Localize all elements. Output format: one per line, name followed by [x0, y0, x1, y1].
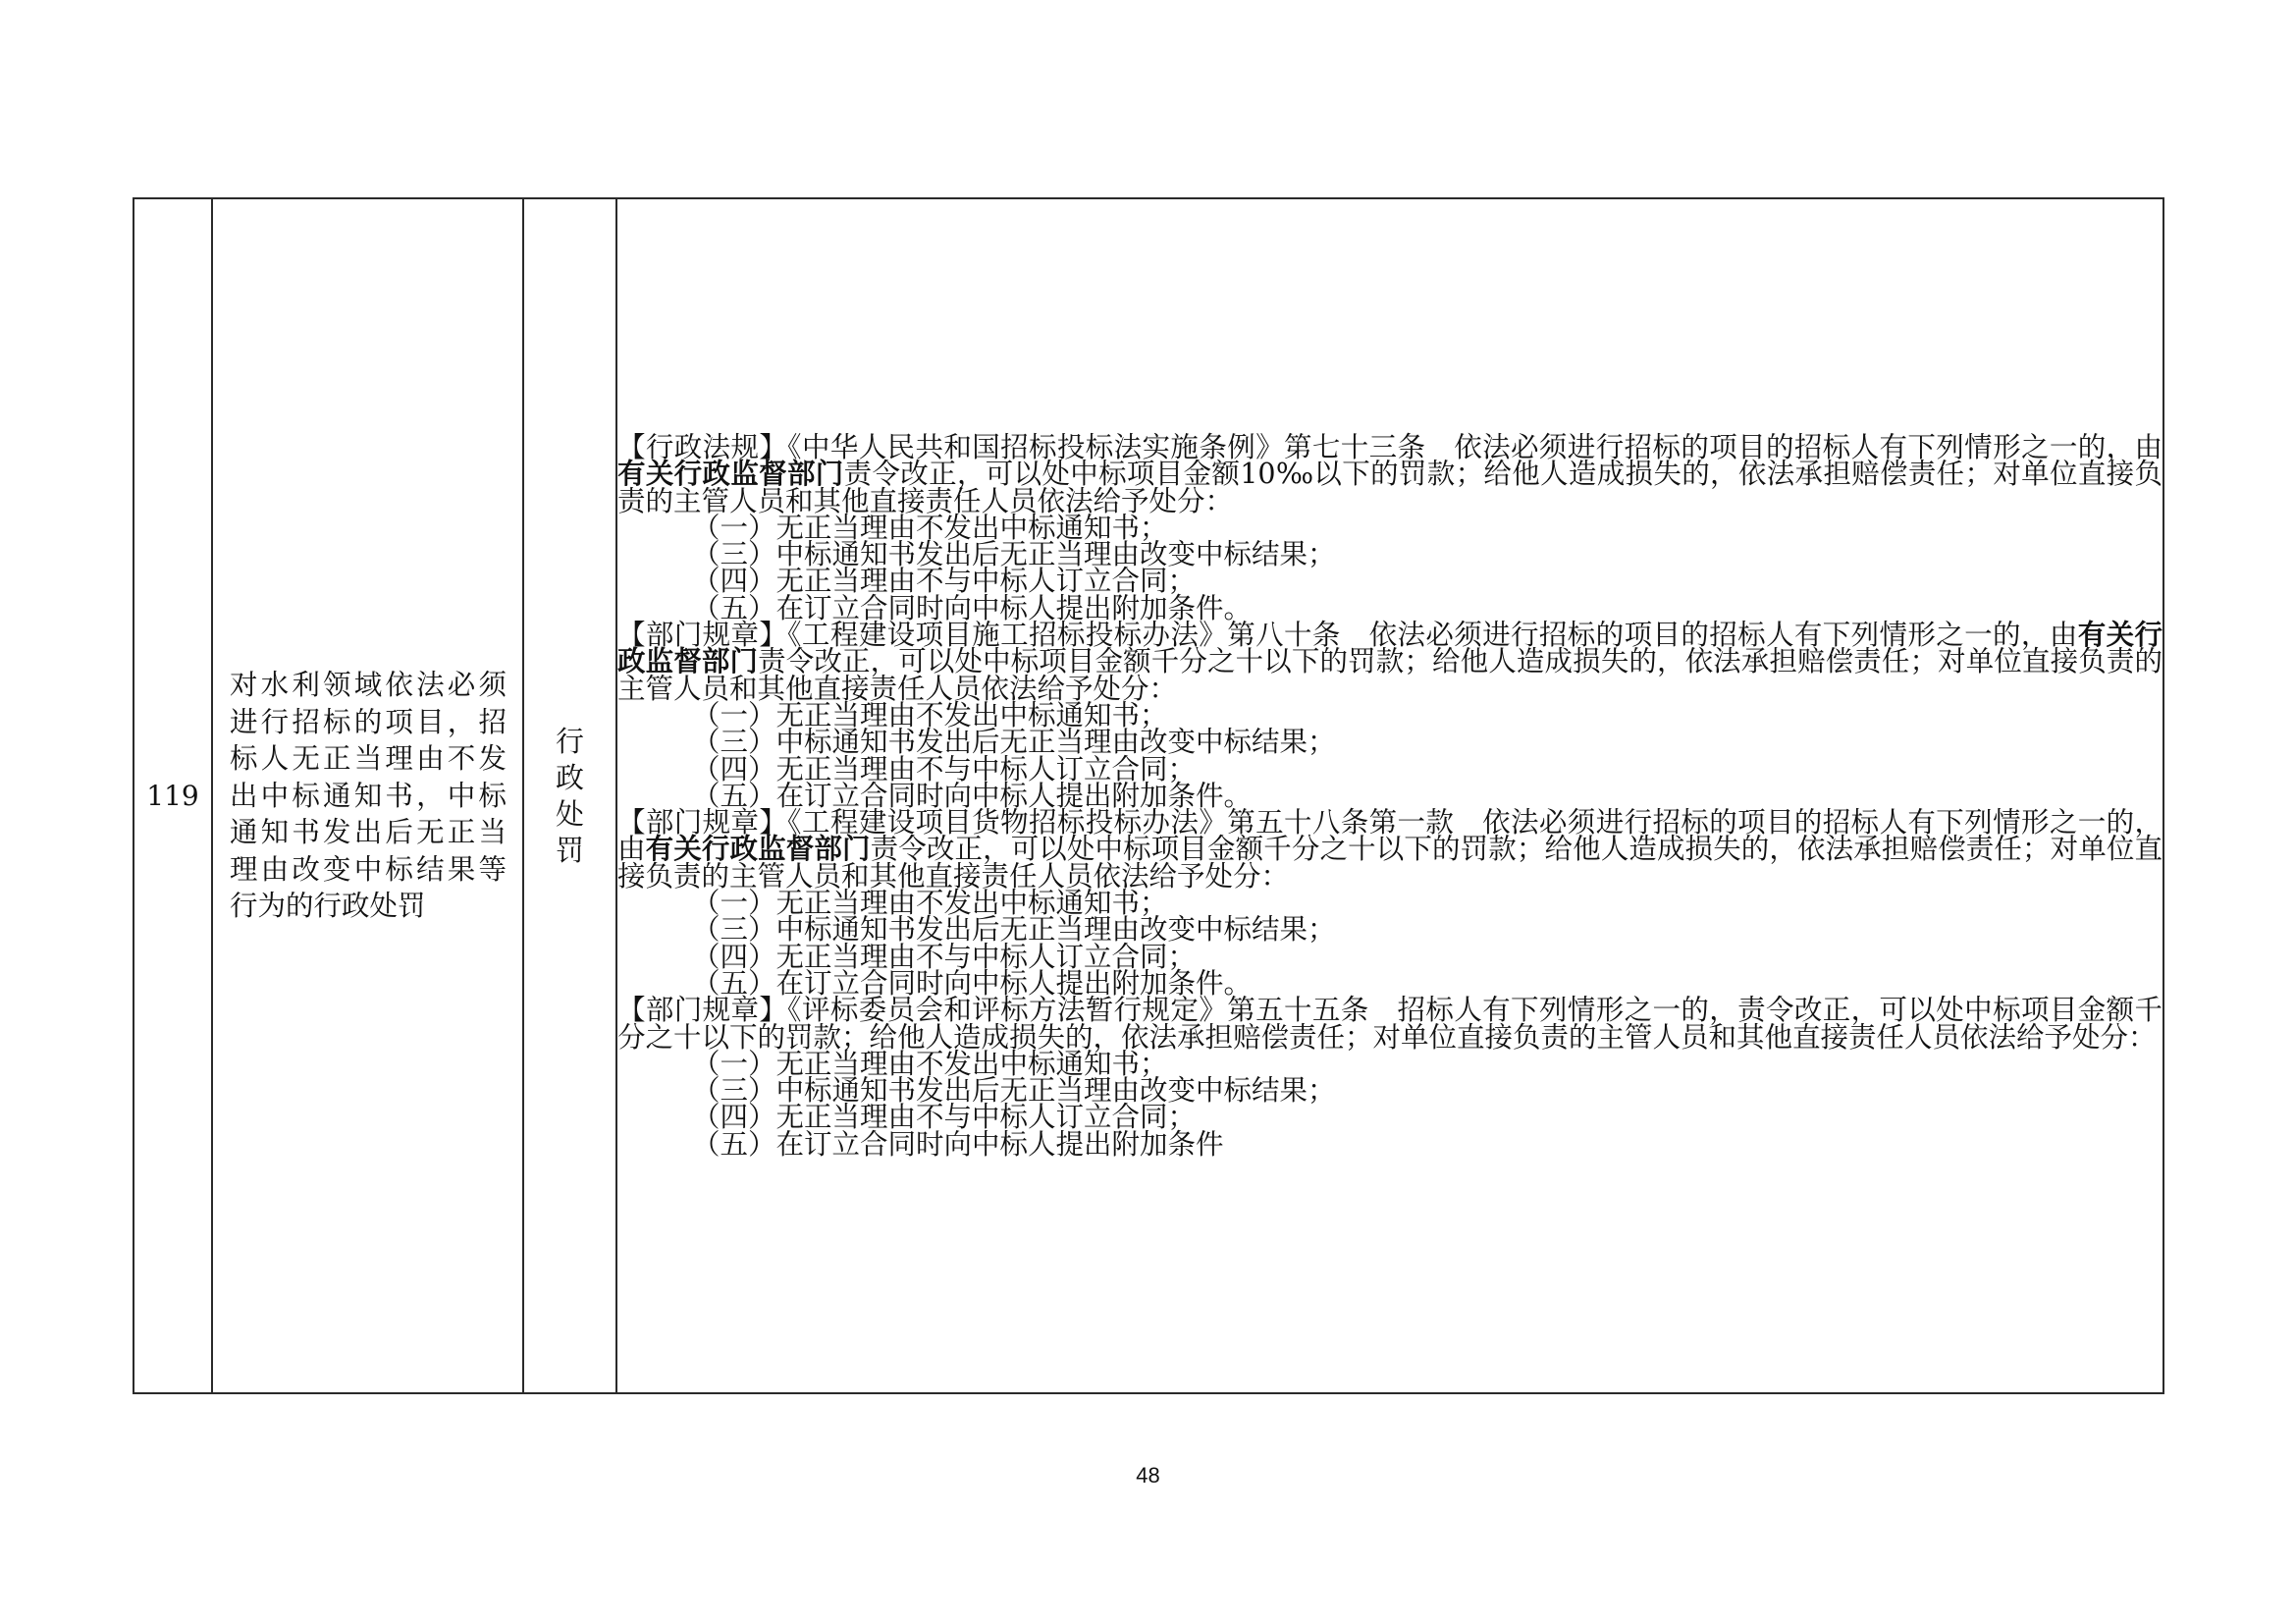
- clause-item: （四）无正当理由不与中标人订立合同；: [692, 1101, 1197, 1134]
- clause-item: （三）中标通知书发出后无正当理由改变中标结果；: [692, 726, 1336, 759]
- legal-basis-cell: [616, 198, 2163, 1393]
- law-paragraph: [617, 806, 2163, 893]
- clause-item: （一）无正当理由不发出中标通知书；: [692, 1047, 1168, 1080]
- law-paragraph: [617, 994, 2163, 1054]
- clause-item: （五）在订立合同时向中标人提出附加条件: [692, 1127, 1224, 1161]
- clause-item: （四）无正当理由不与中标人订立合同；: [692, 940, 1197, 973]
- law-rest: 责令改正，可以处中标项目金额10‰以下的罚款；给他人造成损失的，依法承担赔偿责任；对单位直接负责的主管人员和其他直接责任人员依法给予处分：: [617, 458, 2163, 517]
- law-lead: 【部门规章】《工程建设项目货物招标投标办法》第五十八条第一款 依法必须进行招标的项目的招标人有下列情形之一的，由: [617, 806, 2163, 866]
- law-paragraph: [617, 618, 2163, 705]
- clause-item: （三）中标通知书发出后无正当理由改变中标结果；: [692, 1074, 1336, 1108]
- law-lead: 【部门规章】《工程建设项目施工招标投标办法》第八十条 依法必须进行招标的项目的招标人有下列情形之一的，由: [617, 619, 2078, 652]
- category: 行政处罚: [555, 724, 584, 867]
- law-emphasis: 有关行政监督部门: [617, 457, 844, 491]
- law-paragraph: [617, 430, 2163, 517]
- clause-item: （一）无正当理由不发出中标通知书；: [692, 511, 1168, 544]
- clause-item: （四）无正当理由不与中标人订立合同；: [692, 752, 1197, 785]
- item-name: 对水利领域依法必须进行招标的项目，招标人无正当理由不发出中标通知书，中标通知书发出后无正当理由改变中标结果等行为的行政处罚: [230, 669, 507, 923]
- law-emphasis: 有关行政监督部门: [645, 832, 871, 866]
- law-lead: 【行政法规】《中华人民共和国招标投标法实施条例》第七十三条 依法必须进行招标的项目的招标人有下列情形之一的，由: [617, 430, 2163, 463]
- clause-item: （五）在订立合同时向中标人提出附加条件。: [692, 966, 1253, 1000]
- page-number: 48: [1136, 1463, 1160, 1488]
- row-number: 119: [133, 198, 212, 1393]
- clause-item: （四）无正当理由不与中标人订立合同；: [692, 565, 1197, 598]
- category-cell: [523, 198, 616, 1393]
- law-rest: 责令改正，可以处中标项目金额千分之十以下的罚款；给他人造成损失的，依法承担赔偿责任；对单位直接负责的主管人员和其他直接责任人员依法给予处分：: [617, 833, 2163, 893]
- law-lead: 【部门规章】《评标委员会和评标方法暂行规定》第五十五条 招标人有下列情形之一的，责令改正，可以处中标项目金额千分之十以下的罚款；给他人造成损失的，依法承担赔偿责任；对单位直接负责的主管人员和其他直接责任人员依法给予处分：: [617, 994, 2163, 1054]
- law-rest: 责令改正，可以处中标项目金额千分之十以下的罚款；给他人造成损失的，依法承担赔偿责任；对单位直接负责的主管人员和其他直接责任人员依法给予处分：: [617, 645, 2163, 705]
- table-row: [133, 198, 2163, 1393]
- clause-item: （三）中标通知书发出后无正当理由改变中标结果；: [692, 913, 1336, 947]
- item-name-cell: [212, 198, 523, 1393]
- penalty-table: [133, 197, 2164, 1394]
- clause-item: （五）在订立合同时向中标人提出附加条件。: [692, 591, 1253, 624]
- clause-item: （五）在订立合同时向中标人提出附加条件。: [692, 779, 1253, 812]
- clause-item: （三）中标通知书发出后无正当理由改变中标结果；: [692, 538, 1336, 571]
- law-emphasis: 有关行政监督部门: [617, 618, 2163, 678]
- clause-item: （一）无正当理由不发出中标通知书；: [692, 698, 1168, 731]
- clause-item: （一）无正当理由不发出中标通知书；: [692, 887, 1168, 920]
